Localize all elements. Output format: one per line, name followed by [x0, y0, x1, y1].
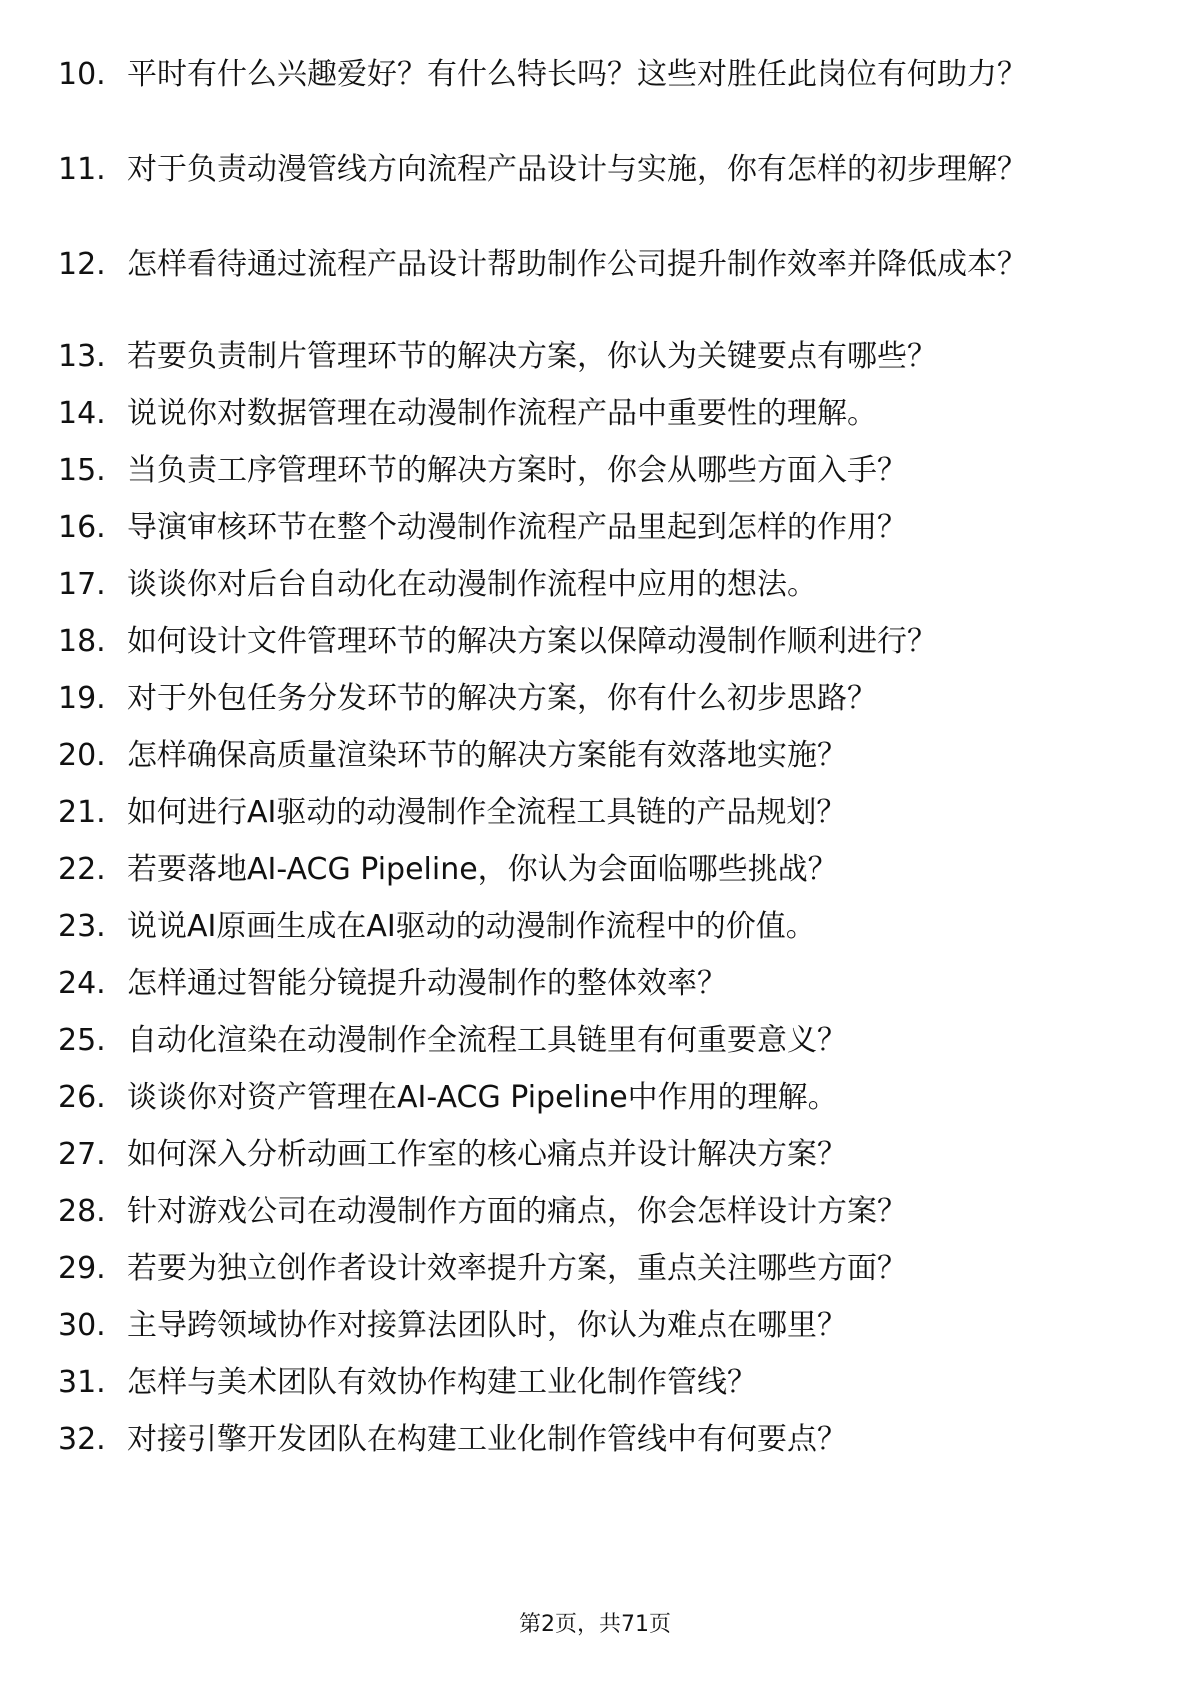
- question-number: 13.: [58, 339, 106, 374]
- question-text: 导演审核环节在整个动漫制作流程产品里起到怎样的作用？: [127, 510, 907, 545]
- question-number: 17.: [58, 567, 106, 602]
- question-number: 29.: [58, 1251, 106, 1286]
- question-text: 对于负责动漫管线方向流程产品设计与实施，你有怎样的初步理解？: [127, 152, 1027, 187]
- question-text: 说说你对数据管理在动漫制作流程产品中重要性的理解。: [127, 396, 877, 431]
- question-text: 怎样通过智能分镜提升动漫制作的整体效率？: [127, 966, 727, 1001]
- question-text: 对接引擎开发团队在构建工业化制作管线中有何要点？: [127, 1422, 847, 1457]
- question-text: 对于外包任务分发环节的解决方案，你有什么初步思路？: [127, 681, 877, 716]
- question-text: 自动化渲染在动漫制作全流程工具链里有何重要意义？: [127, 1023, 847, 1058]
- question-number: 27.: [58, 1137, 106, 1172]
- question-number: 20.: [58, 738, 106, 773]
- page-footer: 第2页，共71页: [519, 1612, 671, 1637]
- question-text: 如何进行AI驱动的动漫制作全流程工具链的产品规划？: [127, 795, 847, 830]
- question-text: 平时有什么兴趣爱好？有什么特长吗？这些对胜任此岗位有何助力？: [127, 57, 1027, 92]
- question-number: 12.: [58, 247, 106, 282]
- question-number: 24.: [58, 966, 106, 1001]
- question-number: 26.: [58, 1080, 106, 1115]
- question-number: 10.: [58, 57, 106, 92]
- question-text: 若要为独立创作者设计效率提升方案，重点关注哪些方面？: [127, 1251, 907, 1286]
- question-text: 说说AI原画生成在AI驱动的动漫制作流程中的价值。: [127, 909, 816, 944]
- question-text: 如何设计文件管理环节的解决方案以保障动漫制作顺利进行？: [127, 624, 937, 659]
- question-number: 32.: [58, 1422, 106, 1457]
- question-text: 当负责工序管理环节的解决方案时，你会从哪些方面入手？: [127, 453, 907, 488]
- question-text: 主导跨领域协作对接算法团队时，你认为难点在哪里？: [127, 1308, 847, 1343]
- question-text: 如何深入分析动画工作室的核心痛点并设计解决方案？: [127, 1137, 847, 1172]
- question-text: 谈谈你对资产管理在AI-ACG Pipeline中作用的理解。: [127, 1080, 838, 1115]
- question-number: 15.: [58, 453, 106, 488]
- question-number: 14.: [58, 396, 106, 431]
- question-number: 21.: [58, 795, 106, 830]
- question-text: 怎样与美术团队有效协作构建工业化制作管线？: [127, 1365, 757, 1400]
- question-number: 18.: [58, 624, 106, 659]
- question-number: 28.: [58, 1194, 106, 1229]
- question-number: 31.: [58, 1365, 106, 1400]
- question-number: 25.: [58, 1023, 106, 1058]
- question-text: 谈谈你对后台自动化在动漫制作流程中应用的想法。: [127, 567, 817, 602]
- question-number: 19.: [58, 681, 106, 716]
- question-text: 若要负责制片管理环节的解决方案，你认为关键要点有哪些？: [127, 339, 937, 374]
- question-text: 若要落地AI-ACG Pipeline，你认为会面临哪些挑战？: [127, 852, 838, 887]
- question-number: 16.: [58, 510, 106, 545]
- question-number: 11.: [58, 152, 106, 187]
- question-number: 30.: [58, 1308, 106, 1343]
- question-text: 怎样看待通过流程产品设计帮助制作公司提升制作效率并降低成本？: [127, 247, 1027, 282]
- question-text: 针对游戏公司在动漫制作方面的痛点，你会怎样设计方案？: [127, 1194, 907, 1229]
- question-text: 怎样确保高质量渲染环节的解决方案能有效落地实施？: [127, 738, 847, 773]
- question-number: 23.: [58, 909, 106, 944]
- question-number: 22.: [58, 852, 106, 887]
